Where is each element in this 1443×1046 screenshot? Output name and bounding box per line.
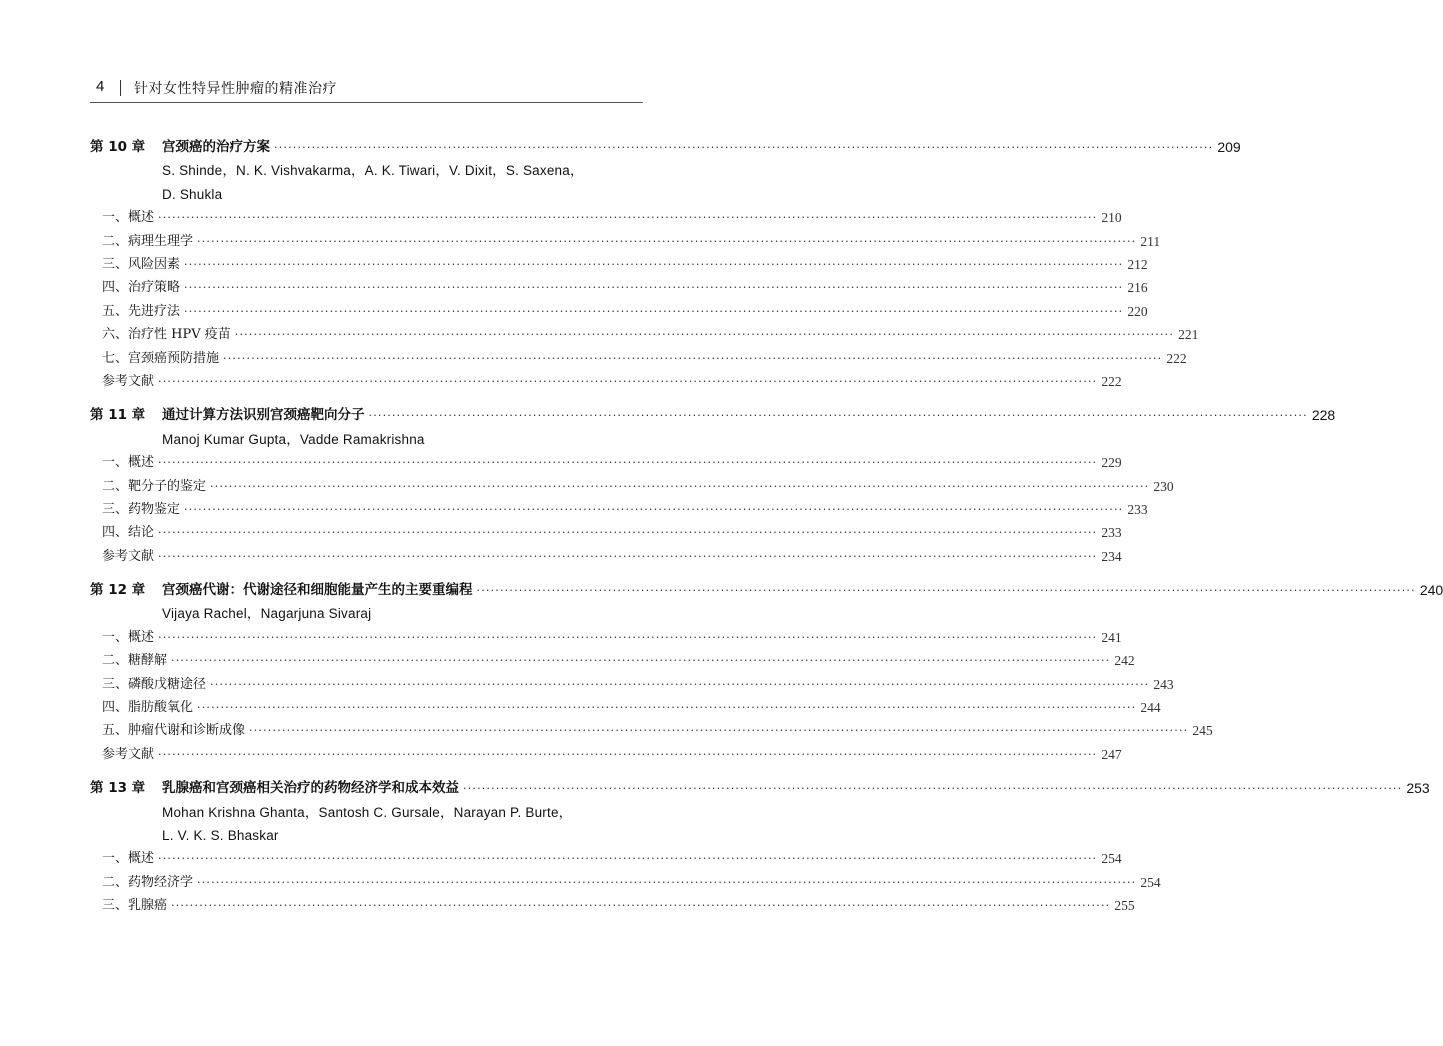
section-label: 二、药物经济学	[102, 874, 194, 890]
section-label: 三、风险因素	[102, 256, 181, 272]
section-page-number: 222	[1166, 350, 1187, 366]
dot-leader: ········································································································································································································	[184, 304, 1124, 318]
dot-leader: ········································································································································································································	[197, 234, 1137, 248]
chapter-number: 第 10 章	[90, 138, 146, 155]
section-label: 五、肿瘤代谢和诊断成像	[102, 723, 246, 739]
dot-leader: ········································································································································································································	[184, 502, 1124, 516]
section-entry	[90, 206, 1122, 229]
dot-leader: ········································································································································································································	[368, 409, 1308, 423]
section-entry	[90, 696, 1161, 719]
table-of-contents	[90, 136, 1443, 929]
section-page-number: 254	[1101, 851, 1122, 867]
chapter-title: 宫颈癌的治疗方案	[162, 138, 270, 155]
section-entry	[90, 719, 1213, 742]
chapter-title: 宫颈癌代谢：代谢途径和细胞能量产生的主要重编程	[162, 582, 473, 599]
section-page-number: 233	[1127, 501, 1148, 517]
section-label: 三、乳腺癌	[102, 898, 168, 914]
section-label: 参考文献	[102, 373, 155, 389]
section-entry	[90, 253, 1148, 276]
chapter-page-number: 209	[1217, 138, 1241, 155]
section-entry	[90, 649, 1135, 672]
dot-leader: ········································································································································································································	[158, 549, 1098, 563]
dot-leader: ········································································································································································································	[197, 701, 1137, 715]
dot-leader: ········································································································································································································	[463, 782, 1403, 796]
section-entry	[90, 743, 1122, 766]
section-entry	[90, 626, 1122, 649]
section-label: 三、药物鉴定	[102, 501, 181, 517]
chapter-page-number: 240	[1419, 582, 1443, 599]
running-header	[90, 78, 643, 100]
section-page-number: 247	[1101, 746, 1122, 762]
book-title: 针对女性特异性肿瘤的精准治疗	[134, 81, 337, 97]
chapter-page-number: 228	[1311, 407, 1336, 424]
section-page-number: 245	[1192, 723, 1213, 739]
dot-leader: ········································································································································································································	[158, 747, 1098, 761]
chapter-block	[90, 579, 1443, 766]
page-number: 4	[96, 78, 105, 95]
section-page-number: 234	[1101, 548, 1122, 564]
section-entry	[90, 276, 1148, 299]
section-page-number: 255	[1114, 898, 1135, 914]
section-label: 二、糖酵解	[102, 653, 168, 669]
chapter-page-number: 253	[1406, 780, 1430, 797]
section-entry	[90, 347, 1187, 370]
chapter-number: 第 11 章	[90, 407, 146, 424]
dot-leader: ········································································································································································································	[158, 630, 1098, 644]
section-page-number: 230	[1153, 478, 1174, 494]
dot-leader: ········································································································································································································	[184, 281, 1124, 295]
dot-leader: ········································································································································································································	[158, 211, 1098, 225]
section-page-number: 222	[1101, 373, 1122, 389]
dot-leader: ········································································································································································································	[210, 677, 1150, 691]
section-entry	[90, 498, 1148, 521]
section-label: 五、先进疗法	[102, 303, 181, 319]
chapter-heading	[90, 136, 1241, 159]
dot-leader: ········································································································································································································	[158, 526, 1098, 540]
section-label: 三、磷酸戊糖途径	[102, 676, 207, 692]
chapter-authors: Mohan Krishna Ghanta，Santosh C. Gursale，Narayan P. Burte，	[162, 804, 573, 820]
chapter-title: 通过计算方法识别宫颈癌靶向分子	[162, 407, 365, 424]
dot-leader: ········································································································································································································	[234, 328, 1175, 342]
section-entry	[90, 230, 1161, 253]
dot-leader: ········································································································································································································	[476, 584, 1416, 598]
section-entry	[90, 370, 1122, 393]
chapter-authors: D. Shukla	[162, 186, 223, 202]
dot-leader: ········································································································································································································	[184, 257, 1124, 271]
section-label: 二、靶分子的鉴定	[102, 478, 207, 494]
section-page-number: 212	[1127, 256, 1148, 272]
dot-leader: ········································································································································································································	[171, 899, 1111, 913]
dot-leader: ········································································································································································································	[158, 852, 1098, 866]
section-label: 六、治疗性 HPV 疫苗	[102, 327, 231, 343]
section-entry	[90, 521, 1122, 544]
section-entry	[90, 894, 1135, 917]
dot-leader: ········································································································································································································	[249, 724, 1189, 738]
section-entry	[90, 475, 1174, 498]
chapter-authors: Vijaya Rachel，Nagarjuna Sivaraj	[162, 606, 372, 622]
chapter-authors: S. Shinde，N. K. Vishvakarma，A. K. Tiwari，V. Dixit，S. Saxena，	[162, 163, 584, 179]
chapter-title: 乳腺癌和宫颈癌相关治疗的药物经济学和成本效益	[162, 780, 459, 797]
section-page-number: 243	[1153, 676, 1174, 692]
dot-leader: ········································································································································································································	[158, 456, 1098, 470]
section-page-number: 229	[1101, 455, 1122, 471]
section-label: 二、病理生理学	[102, 233, 194, 249]
chapter-block	[90, 777, 1430, 917]
dot-leader: ········································································································································································································	[274, 140, 1214, 154]
header-rule	[90, 102, 643, 103]
dot-leader: ········································································································································································································	[171, 654, 1111, 668]
section-page-number: 220	[1127, 303, 1148, 319]
section-page-number: 244	[1140, 700, 1161, 716]
chapter-authors: L. V. K. S. Bhaskar	[162, 828, 279, 844]
section-page-number: 216	[1127, 280, 1148, 296]
chapter-heading	[90, 777, 1430, 800]
section-label: 参考文献	[102, 746, 155, 762]
section-page-number: 233	[1101, 525, 1122, 541]
section-label: 一、概述	[102, 455, 155, 471]
section-label: 七、宫颈癌预防措施	[102, 350, 220, 366]
section-entry	[90, 545, 1122, 568]
section-entry	[90, 323, 1199, 346]
section-entry	[90, 847, 1122, 870]
chapter-block	[90, 136, 1241, 393]
header-separator	[120, 80, 121, 96]
chapter-authors: Manoj Kumar Gupta，Vadde Ramakrishna	[162, 431, 425, 447]
section-label: 四、结论	[102, 525, 155, 541]
section-page-number: 211	[1140, 233, 1161, 249]
section-label: 四、治疗策略	[102, 280, 181, 296]
section-page-number: 210	[1101, 210, 1122, 226]
section-page-number: 242	[1114, 653, 1135, 669]
dot-leader: ········································································································································································································	[197, 875, 1137, 889]
dot-leader: ········································································································································································································	[223, 351, 1163, 365]
section-entry	[90, 871, 1161, 894]
section-label: 一、概述	[102, 210, 155, 226]
section-label: 四、脂肪酸氧化	[102, 700, 194, 716]
chapter-block	[90, 404, 1336, 568]
section-page-number: 254	[1140, 874, 1161, 890]
section-page-number: 241	[1101, 629, 1122, 645]
dot-leader: ········································································································································································································	[210, 479, 1150, 493]
chapter-heading	[90, 404, 1336, 427]
chapter-number: 第 12 章	[90, 582, 146, 599]
section-label: 参考文献	[102, 548, 155, 564]
section-entry	[90, 673, 1174, 696]
section-label: 一、概述	[102, 629, 155, 645]
section-label: 一、概述	[102, 851, 155, 867]
chapter-number: 第 13 章	[90, 780, 146, 797]
section-entry	[90, 300, 1148, 323]
chapter-heading	[90, 579, 1443, 602]
section-page-number: 221	[1178, 327, 1199, 343]
dot-leader: ········································································································································································································	[158, 374, 1098, 388]
section-entry	[90, 451, 1122, 474]
